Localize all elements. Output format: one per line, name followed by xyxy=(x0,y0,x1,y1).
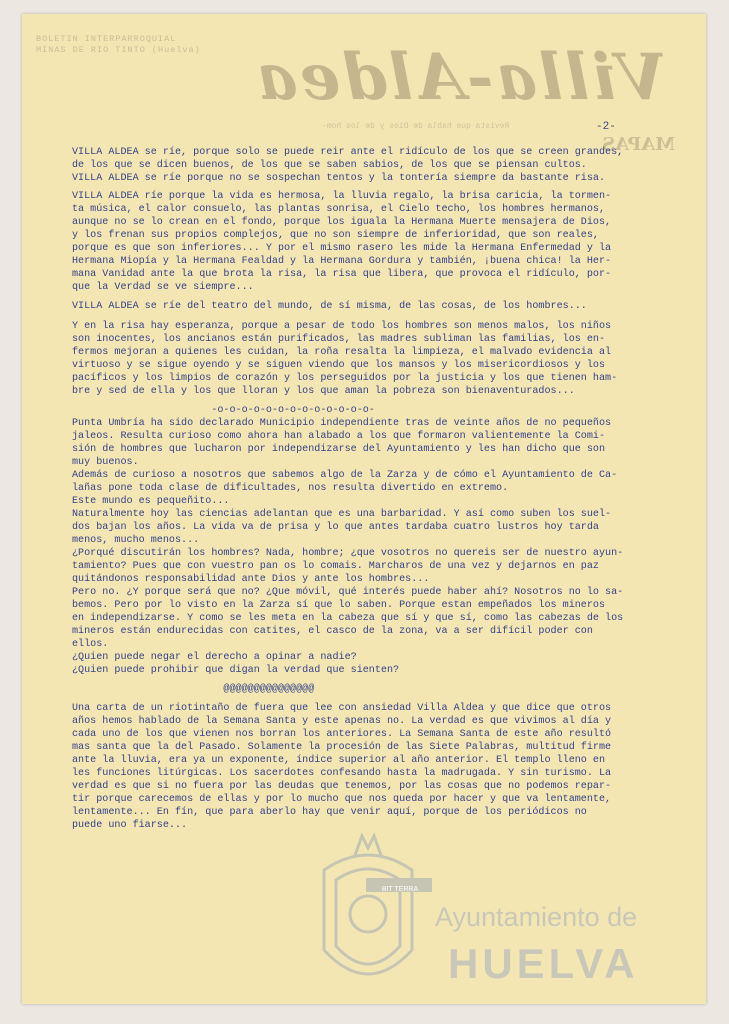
body-line: ¿Quien puede negar el derecho a opinar a nadie? xyxy=(72,652,357,663)
page-number: -2- xyxy=(596,121,616,133)
bleed-through-header xyxy=(36,34,201,56)
watermark-text: Ayuntamiento de xyxy=(435,902,638,932)
body-line: mineros están endurecidas con catites, el casco de la zona, va a ser difícil poder con xyxy=(72,626,593,637)
body-line: cada uno de los que vienen nos borran los anteriores. La Semana Santa de este año resultó xyxy=(72,729,612,740)
bleed-through-subtitle: Revista que habla de Dios y de los hom- xyxy=(322,122,510,131)
body-line: bemos. Pero por lo visto en la Zarza sí que lo saben. Porque estan empeñados los mineros xyxy=(72,600,606,611)
body-line: tamiento? Pues que con vuestro pan os lo comais. Marcharos de una vez y dejarnos en paz xyxy=(72,561,599,572)
body-line: aunque no se lo crean en el fondo, porque los iguala la Hermana Muerte mensajera de Dios, xyxy=(72,217,612,228)
body-line: Y en la risa hay esperanza, porque a pesar de todo los hombres son menos malos, los niños xyxy=(72,321,612,332)
body-line: VILLA ALDEA se ríe, porque solo se puede reir ante el ridículo de los que se creen grandes, xyxy=(72,147,624,158)
body-line: dos bajan los años. La vida va de prisa y lo que antes tardaba cuatro lustros hoy tarda xyxy=(72,522,599,533)
body-line: Punta Umbría ha sido declarado Municipio independiente tras de veinte años de no pequeños xyxy=(72,418,612,429)
body-line: en independizarse. Y como se les meta en la cabeza que sí y que sí, como las cabezas de los xyxy=(72,613,624,624)
body-line: virtuoso y se sigue oyendo y se siguen viendo que los mansos y los misericordiosos y los xyxy=(72,360,606,371)
body-line: Además de curioso a nosotros que sabemos algo de la Zarza y de cómo el Ayuntamiento de Ca- xyxy=(72,470,618,481)
body-line: que la Verdad se ve siempre... xyxy=(72,282,254,293)
body-line: Pero no. ¿Y porque será que no? ¿Que móvil, qué interés puede haber ahí? Nosotros no lo sa- xyxy=(72,587,624,598)
body-line: Una carta de un riotintaño de fuera que lee con ansiedad Villa Aldea y que dice que otros xyxy=(72,703,612,714)
body-line: ante la lluvia, era ya un exponente, índice superior al año anterior. El templo lleno en xyxy=(72,755,606,766)
body-line: tir porque carecemos de ellas y por lo mucho que nos queda por hacer y que va lentamente, xyxy=(72,794,612,805)
watermark-banner: BIT TERRA xyxy=(381,886,419,893)
body-line: de los que se dicen buenos, de los que se saben sabios, de los que se piensan cultos. xyxy=(72,160,587,171)
body-line: pacíficos y los limpios de corazón y los perseguidos por la justicia y los que tienen ham- xyxy=(72,373,618,384)
body-line: quitándonos responsabilidad ante Dios y ante los hombres... xyxy=(72,574,430,585)
body-line: -o-o-o-o-o-o-o-o-o-o-o-o-o- xyxy=(72,405,375,416)
body-line: ellos. xyxy=(72,639,109,650)
body-line: VILLA ALDEA ríe porque la vida es hermosa, la lluvia regalo, la brisa caricia, la tormen- xyxy=(72,191,612,202)
bleed-through-title: Villa-Aldea xyxy=(254,40,667,115)
body-line: Hermana Miopía y la Hermana Fealdad y la Hermana Gordura y también, ¡buena chica! la Her- xyxy=(72,256,612,267)
body-line: puede uno fiarse... xyxy=(72,820,188,831)
body-line: Este mundo es pequeñito... xyxy=(72,496,230,507)
body-line: les funciones litúrgicas. Los sacerdotes confesando hasta la madrugada. Y sin turismo. La xyxy=(72,768,612,779)
body-line: son inocentes, los ancianos están purificados, las madres subliman las familias, los en- xyxy=(72,334,606,345)
body-line: @@@@@@@@@@@@@@@ xyxy=(72,684,315,695)
body-line: lentamente... En fín, que para aberlo hay que venir aquí, porque de los periódicos no xyxy=(72,807,587,818)
watermark-brand: HUELVA xyxy=(448,940,639,987)
body-line: VILLA ALDEA se ríe del teatro del mundo, de sí misma, de las cosas, de los hombres... xyxy=(72,301,587,312)
body-line: mas santa que la del Pasado. Solamente la procesión de las Siete Palabras, multitud firme xyxy=(72,742,612,753)
body-line: bre y sed de ella y los que lloran y los que aman la pobreza son bienaventurados... xyxy=(72,386,575,397)
bleed-through-margin: MAPAS xyxy=(602,134,676,155)
body-line: fermos mejoran a quienes les cuidan, la roña resalta la limpieza, el malvado evidencia al xyxy=(72,347,612,358)
body-line: años hemos hablado de la Semana Santa y este apenas no. La verdad es que vivimos al día y xyxy=(72,716,612,727)
body-line: VILLA ALDEA se ríe porque no se sospechan tentos y la tontería siempre da bastante risa. xyxy=(72,173,606,184)
body-line: sión de hombres que lucharon por independizarse del Ayuntamiento y les han dicho que son xyxy=(72,444,606,455)
body-line: ¿Porqué discutirán los hombres? Nada, hombre; ¿que vosotros no quereis ser de nuestro ayun- xyxy=(72,548,624,559)
body-line: menos, mucho menos... xyxy=(72,535,200,546)
body-line: lañas pone toda clase de dificultades, nos resulta divertido en extremo. xyxy=(72,483,509,494)
body-line: ¿Quien puede prohibir que digan la verdad que sienten? xyxy=(72,665,400,676)
body-line: jaleos. Resulta curioso como ahora han alabado a los que formaron valientemente la Comi- xyxy=(72,431,606,442)
bleed-header-line: BOLETIN INTERPARROQUIAL xyxy=(36,34,177,44)
body-line: verdad es que si no fuera por las deudas que tenemos, por las cosas que no podemos repar- xyxy=(72,781,612,792)
body-line: Naturalmente hoy las ciencias adelantan que es una barbaridad. Y así como suben los suel- xyxy=(72,509,612,520)
body-line: muy buenos. xyxy=(72,457,139,468)
body-line: ta música, el calor consuelo, las plantas sonrisa, el Cielo techo, los hombres hermanos, xyxy=(72,204,606,215)
bleed-header-line: MINAS DE RIO TINTO (Huelva) xyxy=(36,45,201,55)
body-line: mana Vanidad ante la que brota la risa, la risa que libera, que provoca el ridículo, por- xyxy=(72,269,612,280)
body-line: y los frenan sus propios complejos, que no son siempre de inferioridad, que son reales, xyxy=(72,230,599,241)
body-line: porque es que son inferiores... Y por el mismo rasero les mide la Hermana Enfermedad y la xyxy=(72,243,612,254)
